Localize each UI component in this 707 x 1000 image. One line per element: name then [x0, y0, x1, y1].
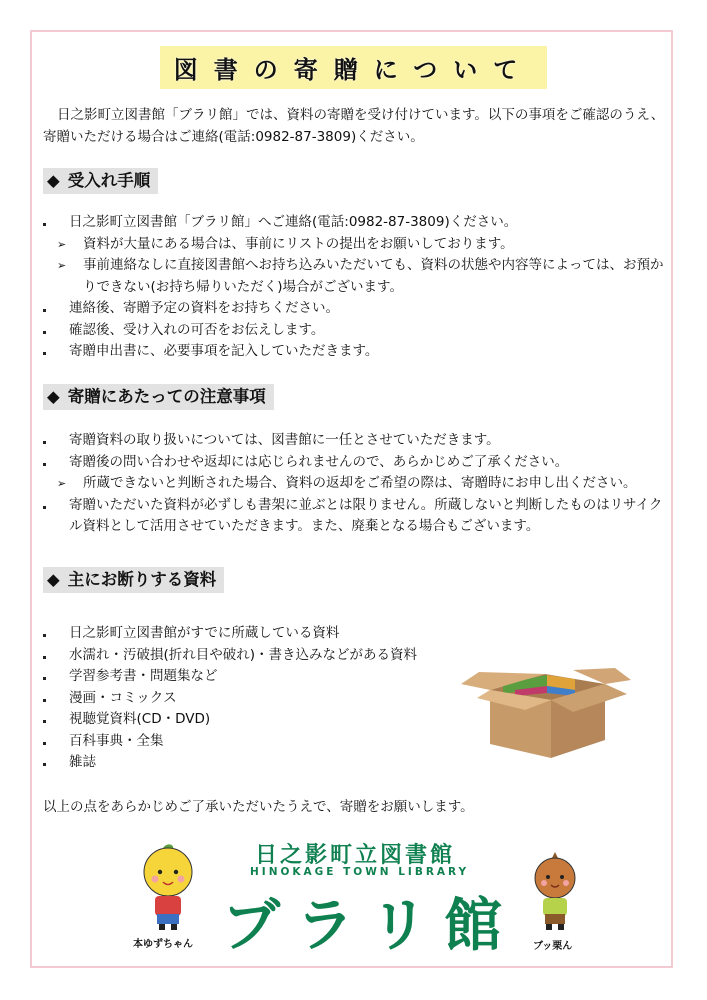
intro-paragraph: 日之影町立図書館「ブラリ館」では、資料の寄贈を受け付けています。以下の事項をご確認のうえ、寄贈いただける場合はご連絡(電話:0982-87-3809)ください。 — [43, 107, 665, 145]
cardboard-box-icon — [455, 660, 635, 760]
list-item-text: 寄贈後の問い合わせや返却には応じられませんので、あらかじめご了承ください。 — [69, 453, 569, 470]
list-item-text: 寄贈申出書に、必要事項を記入していただきます。 — [69, 343, 379, 359]
list-item — [43, 320, 673, 342]
section-heading-label: 寄贈にあたっての注意事項 — [67, 387, 266, 406]
list-item-text: 日之影町立図書館がすでに所蔵している資料 — [69, 625, 340, 641]
diamond-icon: ◆ — [47, 387, 60, 406]
section-heading-label: 受入れ手順 — [67, 171, 151, 190]
list-item — [43, 623, 463, 645]
refused-list — [43, 623, 463, 774]
list-item-text: 事前連絡なしに直接図書館へお持ち込みいただいても、資料の状態や内容等によっては、お預かりできない(お持ち帰りいただく)場合がございます。 — [83, 257, 664, 295]
list-sub-item — [43, 234, 673, 256]
list-item-text: 視聴覚資料(CD・DVD) — [69, 711, 211, 727]
list-item-text: 資料が大量にある場合は、事前にリストの提出をお願いしております。 — [83, 235, 514, 252]
right-mascot-label: ブッ栗ん — [533, 941, 573, 952]
list-item — [43, 298, 673, 320]
yuzu-mascot-icon — [133, 842, 203, 934]
brand-logo: ブラリ館 — [222, 891, 519, 959]
list-item — [43, 430, 673, 452]
page-title: 図書の寄贈について — [160, 46, 548, 89]
list-item — [43, 495, 673, 538]
list-item-text: 百科事典・全集 — [69, 732, 164, 749]
chestnut-mascot-icon — [525, 850, 585, 934]
left-mascot-label: 本ゆずちゃん — [133, 939, 193, 950]
section-heading-label: 主にお断りする資料 — [67, 570, 217, 589]
arrow-right-icon: ➢ — [57, 237, 67, 251]
list-item-text: 確認後、受け入れの可否をお伝えします。 — [69, 321, 325, 338]
list-item-text: 雑誌 — [69, 754, 96, 770]
list-item-text: 寄贈いただいた資料が必ずしも書架に並ぶとは限りません。所蔵しないと判断したものはリサイクル資料として活用させていただきます。また、廃棄となる場合もございます。 — [69, 496, 663, 534]
library-name-logo: 日之影町立図書館 — [255, 843, 456, 868]
list-item — [43, 645, 463, 667]
list-item — [43, 752, 463, 774]
list-sub-item — [43, 473, 673, 495]
closing-text: 以上の点をあらかじめご了承いただいたうえで、寄贈をお願いします。 — [43, 799, 474, 815]
list-item — [43, 341, 673, 363]
section-heading-refused — [43, 567, 224, 593]
list-item-text: 連絡後、寄贈予定の資料をお持ちください。 — [69, 300, 339, 316]
list-item-text: 所蔵できないと判断された場合、資料の返却をご希望の際は、寄贈時にお申し出ください。 — [83, 475, 637, 491]
list-item-text: 日之影町立図書館「ブラリ館」へご連絡(電話:0982-87-3809)ください。 — [69, 214, 518, 230]
list-item — [43, 731, 463, 753]
section-heading-procedure — [43, 168, 158, 194]
list-item-text: 水濡れ・汚破損(折れ目や破れ)・書き込みなどがある資料 — [69, 646, 418, 663]
list-item — [43, 212, 673, 234]
library-roman-logo: HINOKAGE TOWN LIBRARY — [250, 866, 470, 878]
arrow-right-icon: ➢ — [57, 259, 67, 272]
list-item — [43, 452, 673, 474]
procedure-list — [43, 212, 673, 363]
title-wrap — [0, 46, 707, 89]
list-item — [43, 709, 463, 731]
diamond-icon: ◆ — [47, 171, 60, 190]
list-item — [43, 688, 463, 710]
list-item-text: 寄贈資料の取り扱いについては、図書館に一任とさせていただきます。 — [69, 432, 500, 448]
diamond-icon: ◆ — [47, 570, 60, 589]
list-sub-item — [43, 255, 673, 298]
list-item — [43, 666, 463, 688]
list-item-text: 漫画・コミックス — [69, 689, 177, 706]
section-heading-notes — [43, 384, 274, 410]
arrow-right-icon: ➢ — [57, 477, 67, 490]
list-item-text: 学習参考書・問題集など — [69, 668, 218, 684]
notes-list — [43, 430, 673, 538]
